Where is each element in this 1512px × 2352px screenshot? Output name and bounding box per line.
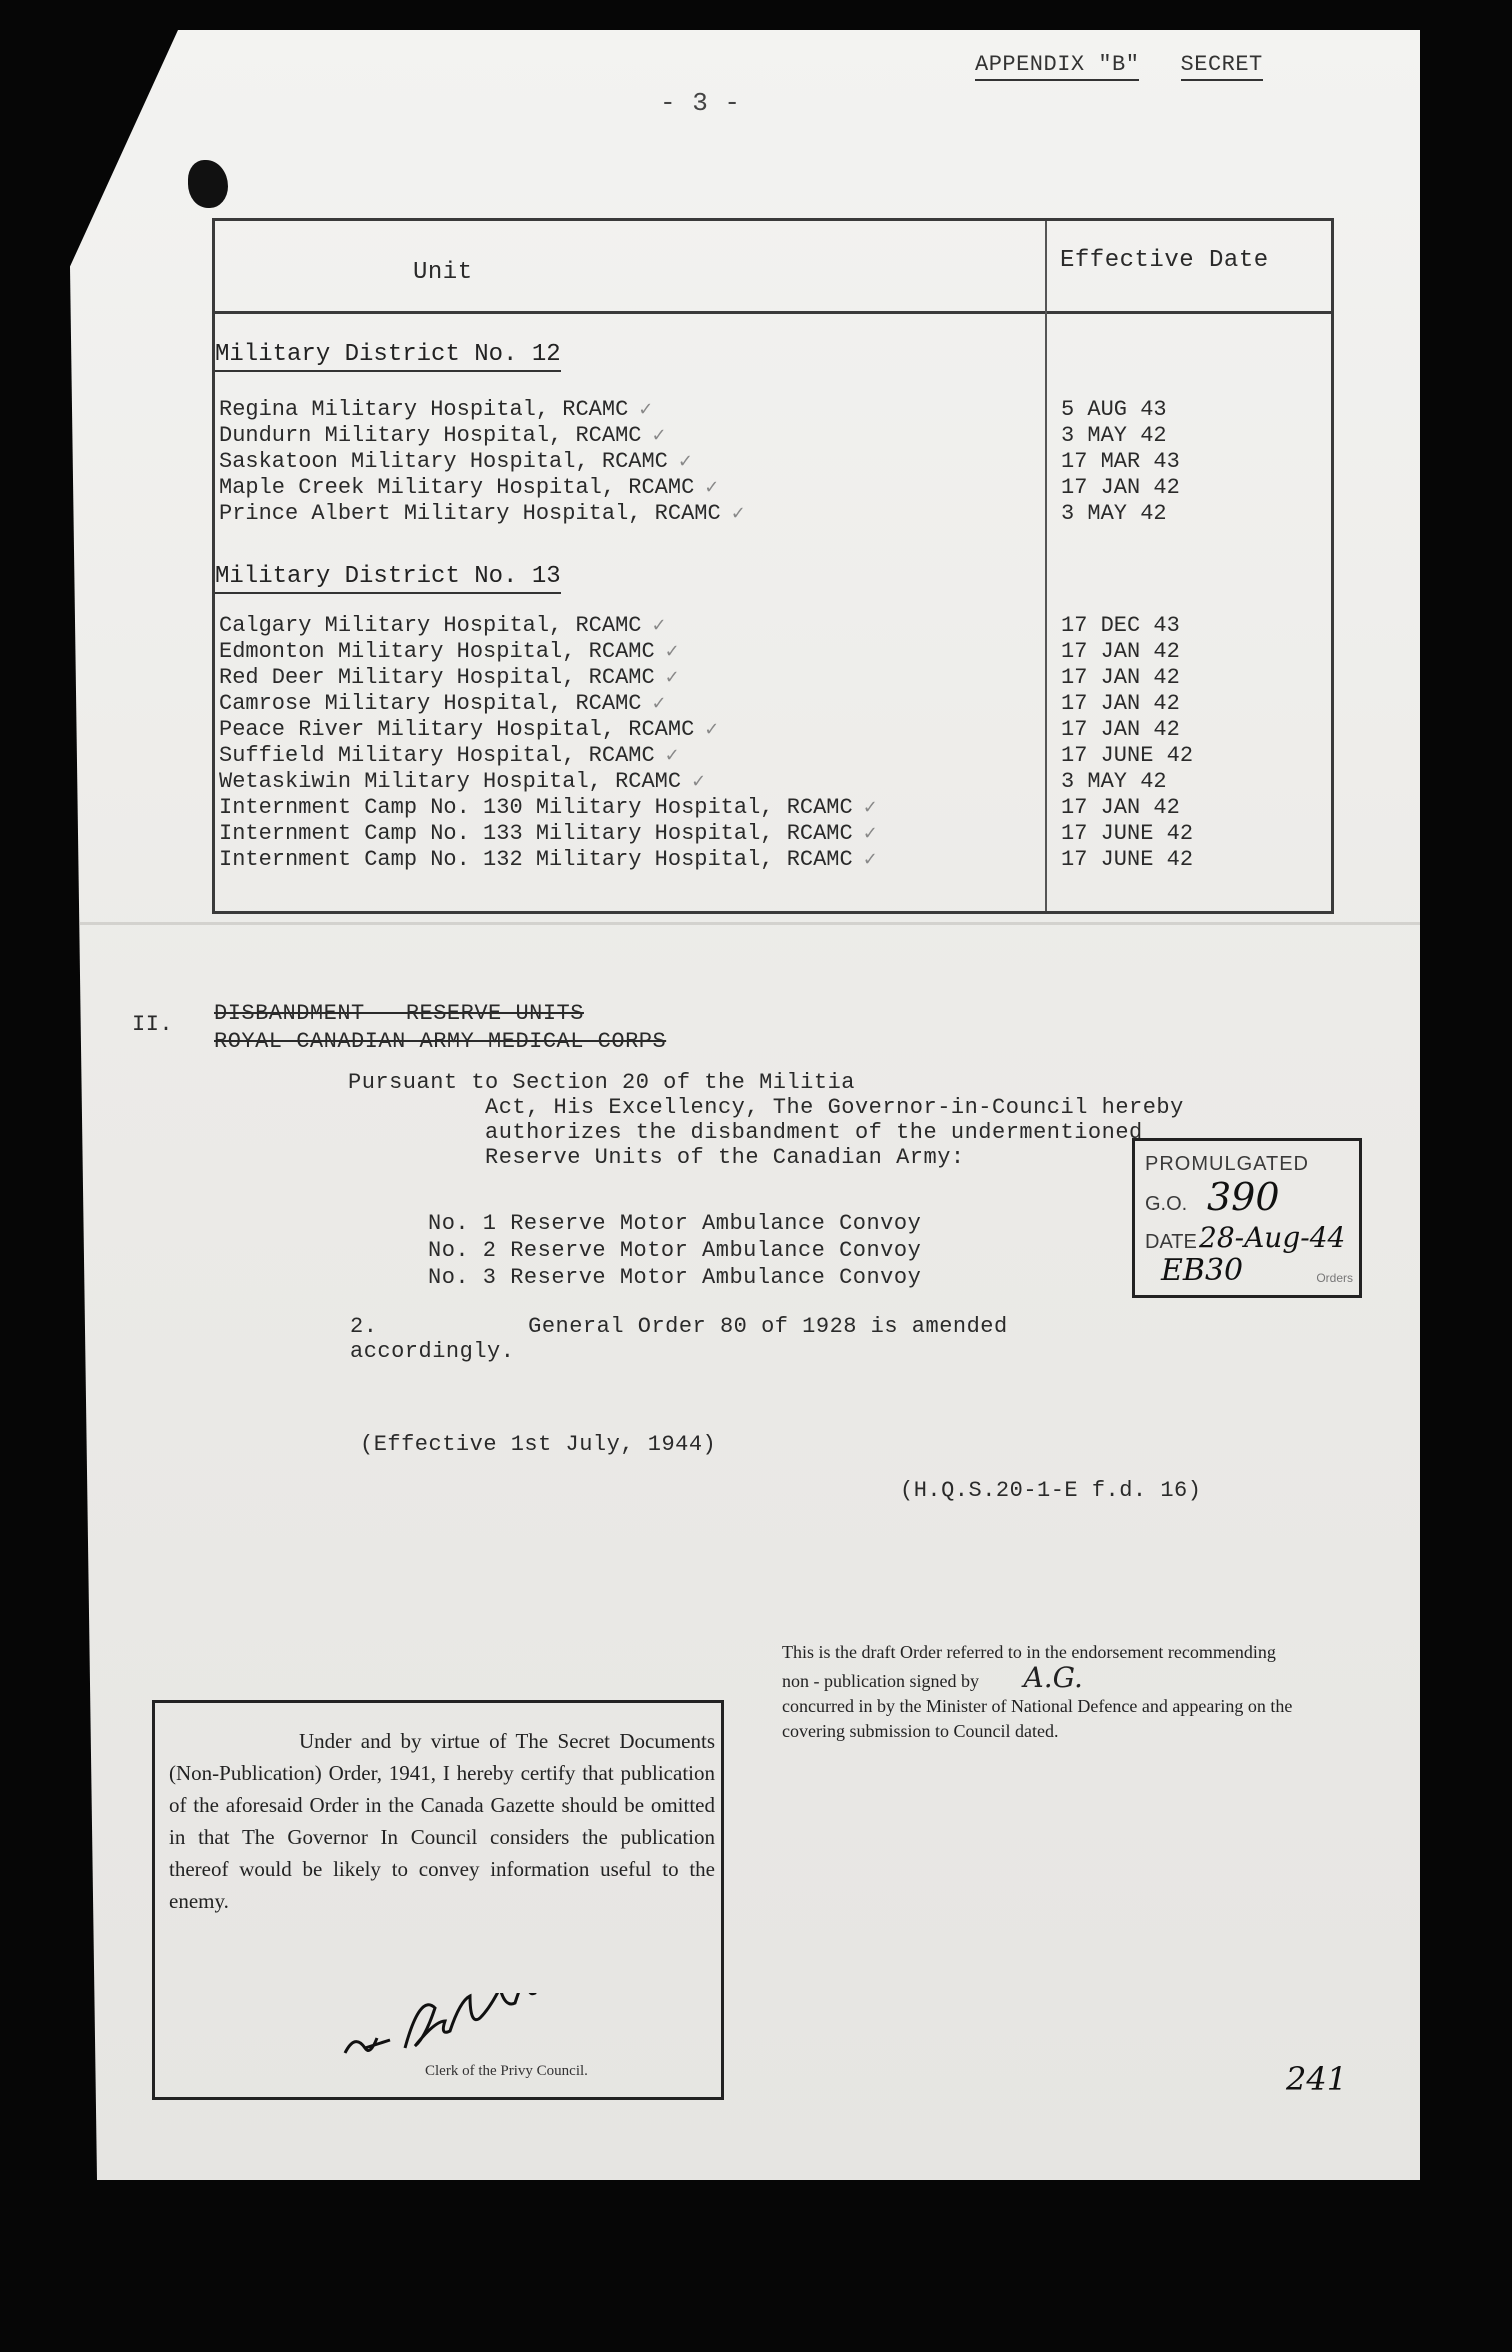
table-row: Camrose Military Hospital, RCAMC ✓ 17 JAN 42 xyxy=(219,691,1180,716)
classification-label: SECRET xyxy=(1181,52,1263,81)
stamp-date-value: 28-Aug-44 xyxy=(1199,1221,1346,1254)
check-mark-icon: ✓ xyxy=(691,771,707,792)
check-mark-icon: ✓ xyxy=(677,451,693,472)
list-item: No. 3 Reserve Motor Ambulance Convoy xyxy=(428,1265,922,1290)
table-row: Wetaskiwin Military Hospital, RCAMC ✓ 3 MAY 42 xyxy=(219,769,1167,794)
table-row: Suffield Military Hospital, RCAMC ✓ 17 JUNE 42 xyxy=(219,743,1194,768)
table-row: Internment Camp No. 132 Military Hospital, RCAMC ✓ 17 JUNE 42 xyxy=(219,847,1194,872)
stamp-date-label: DATE xyxy=(1145,1231,1197,1253)
promulgated-stamp xyxy=(1132,1138,1362,1298)
check-mark-icon: ✓ xyxy=(704,477,720,498)
table-row: Calgary Military Hospital, RCAMC ✓ 17 DEC 43 xyxy=(219,613,1180,638)
section-title-line1: DISBANDMENT - RESERVE UNITS xyxy=(214,1001,584,1026)
table-row: Saskatoon Military Hospital, RCAMC ✓ 17 MAR 43 xyxy=(219,449,1180,474)
disbandment-paragraph: Pursuant to Section 20 of the Militia Act, His Excellency, The Governor-in-Council hereby authorizes the disbandment of the undermentioned Reserve Units of the Canadian Army: xyxy=(348,1070,1184,1170)
table-row: Internment Camp No. 133 Military Hospital, RCAMC ✓ 17 JUNE 42 xyxy=(219,821,1194,846)
effective-date-note: (Effective 1st July, 1944) xyxy=(360,1432,717,1457)
column-header-unit: Unit xyxy=(413,259,473,286)
district-13-rows xyxy=(215,613,1331,873)
check-mark-icon: ✓ xyxy=(664,745,680,766)
stamp-initials: EB30 xyxy=(1161,1253,1244,1288)
stamp-title: PROMULGATED xyxy=(1145,1153,1309,1175)
non-publication-certificate xyxy=(152,1700,724,2100)
check-mark-icon: ✓ xyxy=(862,797,878,818)
section-title-line2: ROYAL CANADIAN ARMY MEDICAL CORPS xyxy=(214,1029,667,1054)
appendix-label: APPENDIX "B" xyxy=(975,52,1139,81)
list-item: No. 1 Reserve Motor Ambulance Convoy xyxy=(428,1211,922,1236)
certificate-caption: Clerk of the Privy Council. xyxy=(425,2063,588,2079)
check-mark-icon: ✓ xyxy=(862,823,878,844)
clerk-signature-icon xyxy=(335,1993,615,2063)
district-12-rows xyxy=(215,397,1331,527)
draft-order-note xyxy=(782,1640,1302,1744)
draft-note-line2: concurred in by the Minister of National Defence and appearing on the covering submission to Council dated. xyxy=(782,1696,1293,1741)
stamp-go-label: G.O. xyxy=(1145,1193,1188,1215)
section-title xyxy=(214,1000,666,1056)
table-row: Prince Albert Military Hospital, RCAMC ✓ 3 MAY 42 xyxy=(219,501,1167,526)
check-mark-icon: ✓ xyxy=(664,641,680,662)
check-mark-icon: ✓ xyxy=(651,693,667,714)
check-mark-icon: ✓ xyxy=(730,503,746,524)
table-row: Red Deer Military Hospital, RCAMC ✓ 17 JAN 42 xyxy=(219,665,1180,690)
district-heading-12: Military District No. 12 xyxy=(215,341,561,368)
check-mark-icon: ✓ xyxy=(862,849,878,870)
column-header-date: Effective Date xyxy=(1060,247,1269,274)
certificate-text: Under and by virtue of The Secret Documents (Non-Publication) Order, 1941, I hereby certify that publication of the aforesaid Order in the Canada Gazette should be omitted in that The Governor In Council considers the publication thereof would be likely to convey information useful to the enemy. xyxy=(169,1729,715,1913)
appendix-header xyxy=(975,52,1263,77)
district-heading-13: Military District No. 13 xyxy=(215,563,561,590)
table-row: Regina Military Hospital, RCAMC ✓ 5 AUG 43 xyxy=(219,397,1167,422)
table-row: Edmonton Military Hospital, RCAMC ✓ 17 JAN 42 xyxy=(219,639,1180,664)
table-row: Maple Creek Military Hospital, RCAMC ✓ 17 JAN 42 xyxy=(219,475,1180,500)
check-mark-icon: ✓ xyxy=(704,719,720,740)
table-row: Peace River Military Hospital, RCAMC ✓ 17 JAN 42 xyxy=(219,717,1180,742)
table-header-rule xyxy=(215,311,1331,314)
convoy-list xyxy=(428,1210,921,1291)
check-mark-icon: ✓ xyxy=(651,425,667,446)
file-reference: (H.Q.S.20-1-E f.d. 16) xyxy=(900,1478,1202,1503)
section-number: II. xyxy=(132,1012,174,1037)
check-mark-icon: ✓ xyxy=(638,399,654,420)
amendment-paragraph: 2. General Order 80 of 1928 is amended accordingly. xyxy=(350,1314,1008,1364)
draft-note-line1: This is the draft Order referred to in the endorsement recommending non - publication signed by xyxy=(782,1642,1276,1691)
page-fold-line xyxy=(80,922,1420,925)
stamp-go-value: 390 xyxy=(1207,1175,1280,1219)
page-number: - 3 - xyxy=(660,88,741,118)
draft-note-initials: A.G. xyxy=(1023,1661,1083,1694)
check-mark-icon: ✓ xyxy=(664,667,680,688)
table-row: Internment Camp No. 130 Military Hospital, RCAMC ✓ 17 JAN 42 xyxy=(219,795,1180,820)
check-mark-icon: ✓ xyxy=(651,615,667,636)
stamp-small-text: Orders xyxy=(1316,1271,1353,1285)
table-row: Dundurn Military Hospital, RCAMC ✓ 3 MAY 42 xyxy=(219,423,1167,448)
units-table xyxy=(212,218,1334,914)
handwritten-page-number: 241 xyxy=(1286,2060,1348,2098)
list-item: No. 2 Reserve Motor Ambulance Convoy xyxy=(428,1238,922,1263)
